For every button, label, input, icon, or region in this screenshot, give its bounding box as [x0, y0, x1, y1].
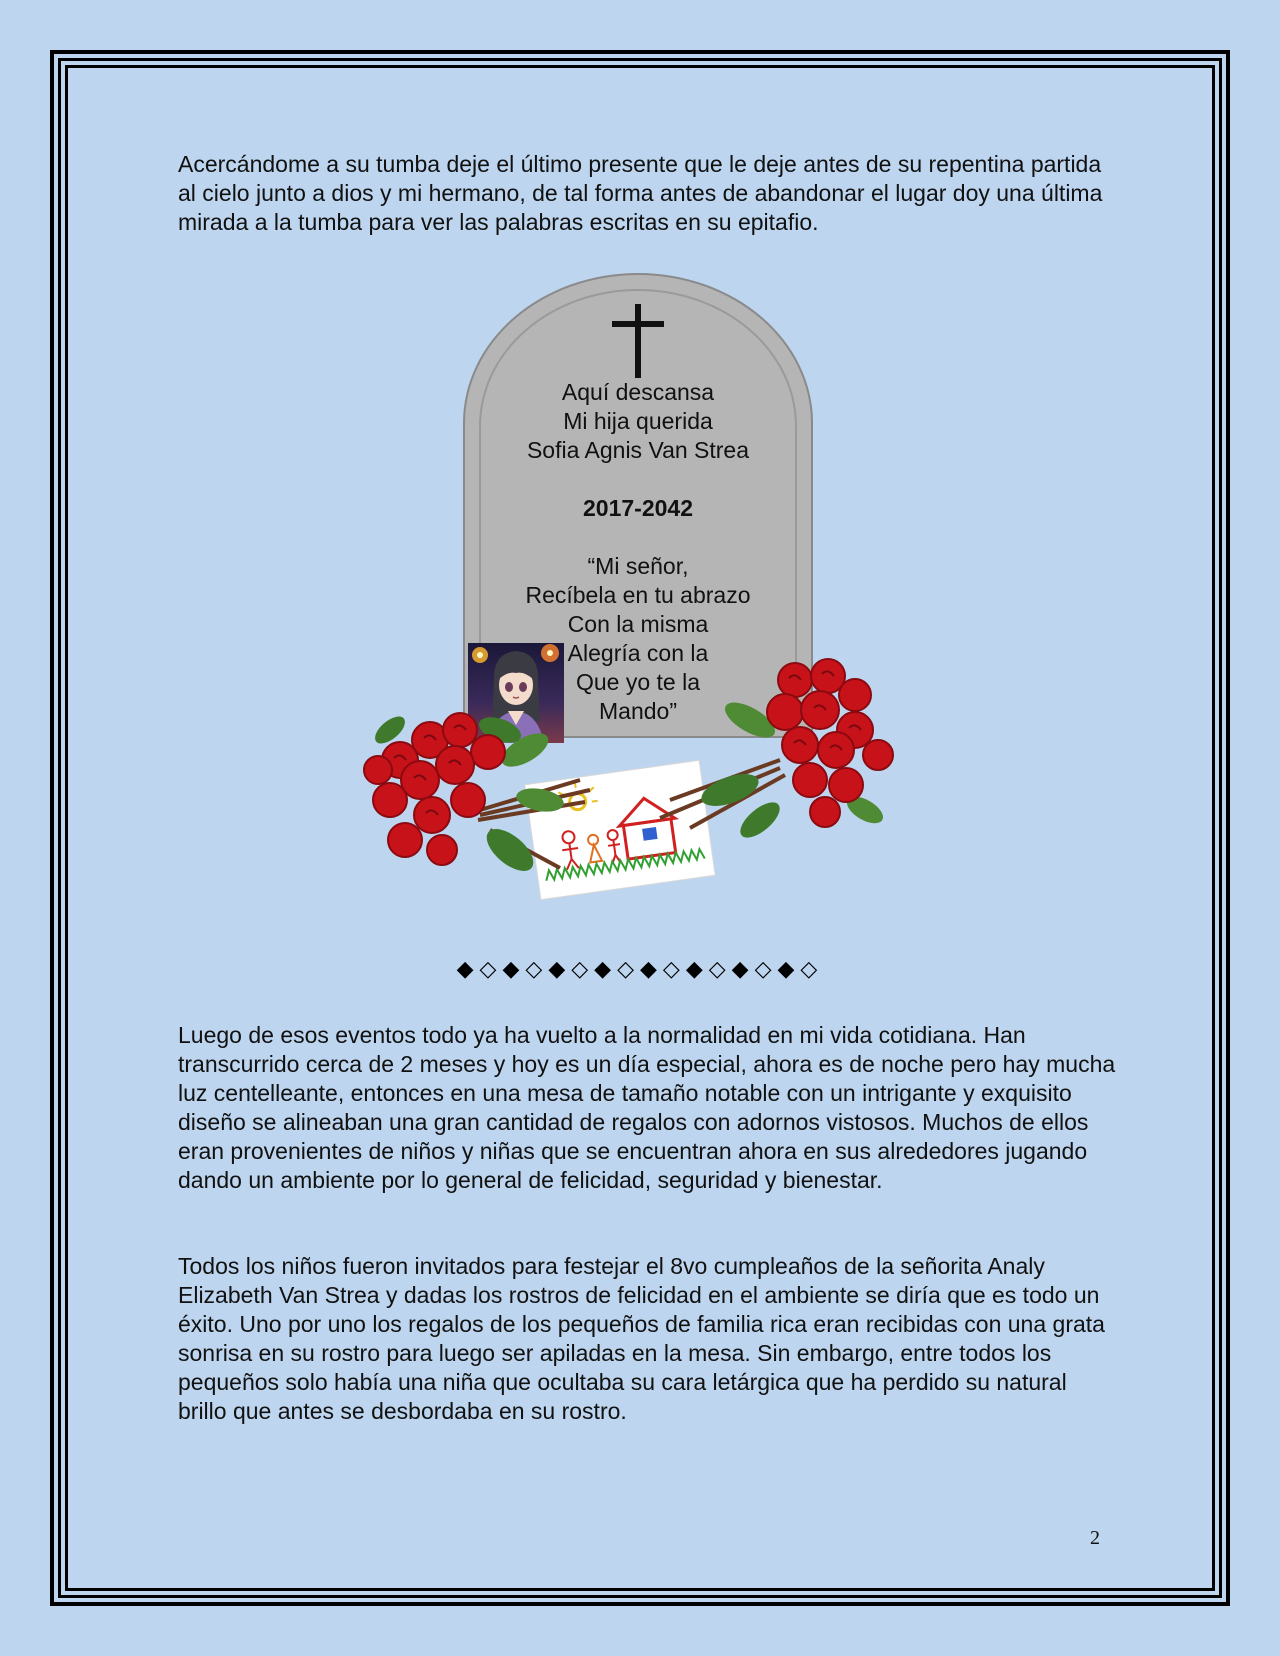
tombstone-illustration: [360, 270, 900, 910]
epitaph-line: Aquí descansa: [561, 379, 715, 405]
epitaph-verse: Mando”: [599, 698, 677, 724]
section-divider: ◆◇◆◇◆◇◆◇◆◇◆◇◆◇◆◇: [456, 957, 824, 982]
paragraph-events: Luego de esos eventos todo ya ha vuelto a la normalidad en mi vida cotidiana. Han transcurrido cerca de 2 meses y hoy es un día especial, ahora es de noche pero hay mucha luz centelleante, entonces en una mesa de tamaño notable con un intrigante y exquisito diseño se alineaban una gran cantidad de regalos con adornos vistosos. Muchos de ellos eran provenientes de niños y niñas que se encuentran ahora en sus alrededores jugando dando un ambiente por lo general de felicidad, seguridad y bienestar.: [178, 1022, 1116, 1193]
page-number: 2: [1090, 1527, 1100, 1549]
epitaph-line: Mi hija querida: [563, 408, 713, 434]
paragraph-birthday: Todos los niños fueron invitados para festejar el 8vo cumpleaños de la señorita Analy Elizabeth Van Strea y dadas los rostros de felicidad en el ambiente se diría que es todo un éxito. Uno por uno los regalos de los pequeños de familia rica eran recibidas con una grata sonrisa en su rostro para luego ser apiladas en la mesa. Sin embargo, entre todos los pequeños solo había una niña que ocultaba su cara letárgica que ha perdido su natural brillo que antes se desbordaba en su rostro.: [178, 1253, 1105, 1424]
epitaph-verse: Con la misma: [567, 611, 709, 637]
epitaph-verse: “Mi señor,: [587, 553, 689, 579]
epitaph-verse: Que yo te la: [575, 669, 701, 695]
epitaph-name: Sofia Agnis Van Strea: [526, 437, 750, 463]
paragraph-intro: Acercándome a su tumba deje el último presente que le deje antes de su repentina partida al cielo junto a dios y mi hermano, de tal forma antes de abandonar el lugar doy una última mirada a la tumba para ver las palabras escritas en su epitafio.: [178, 151, 1103, 235]
epitaph-years: 2017-2042: [583, 495, 693, 521]
epitaph-verse: Alegría con la: [567, 640, 709, 666]
roses-bouquet-icon: [360, 690, 600, 880]
cross-icon: [612, 304, 664, 378]
epitaph-verse: Recíbela en tu abrazo: [525, 582, 751, 608]
roses-bouquet-icon: [650, 650, 900, 850]
